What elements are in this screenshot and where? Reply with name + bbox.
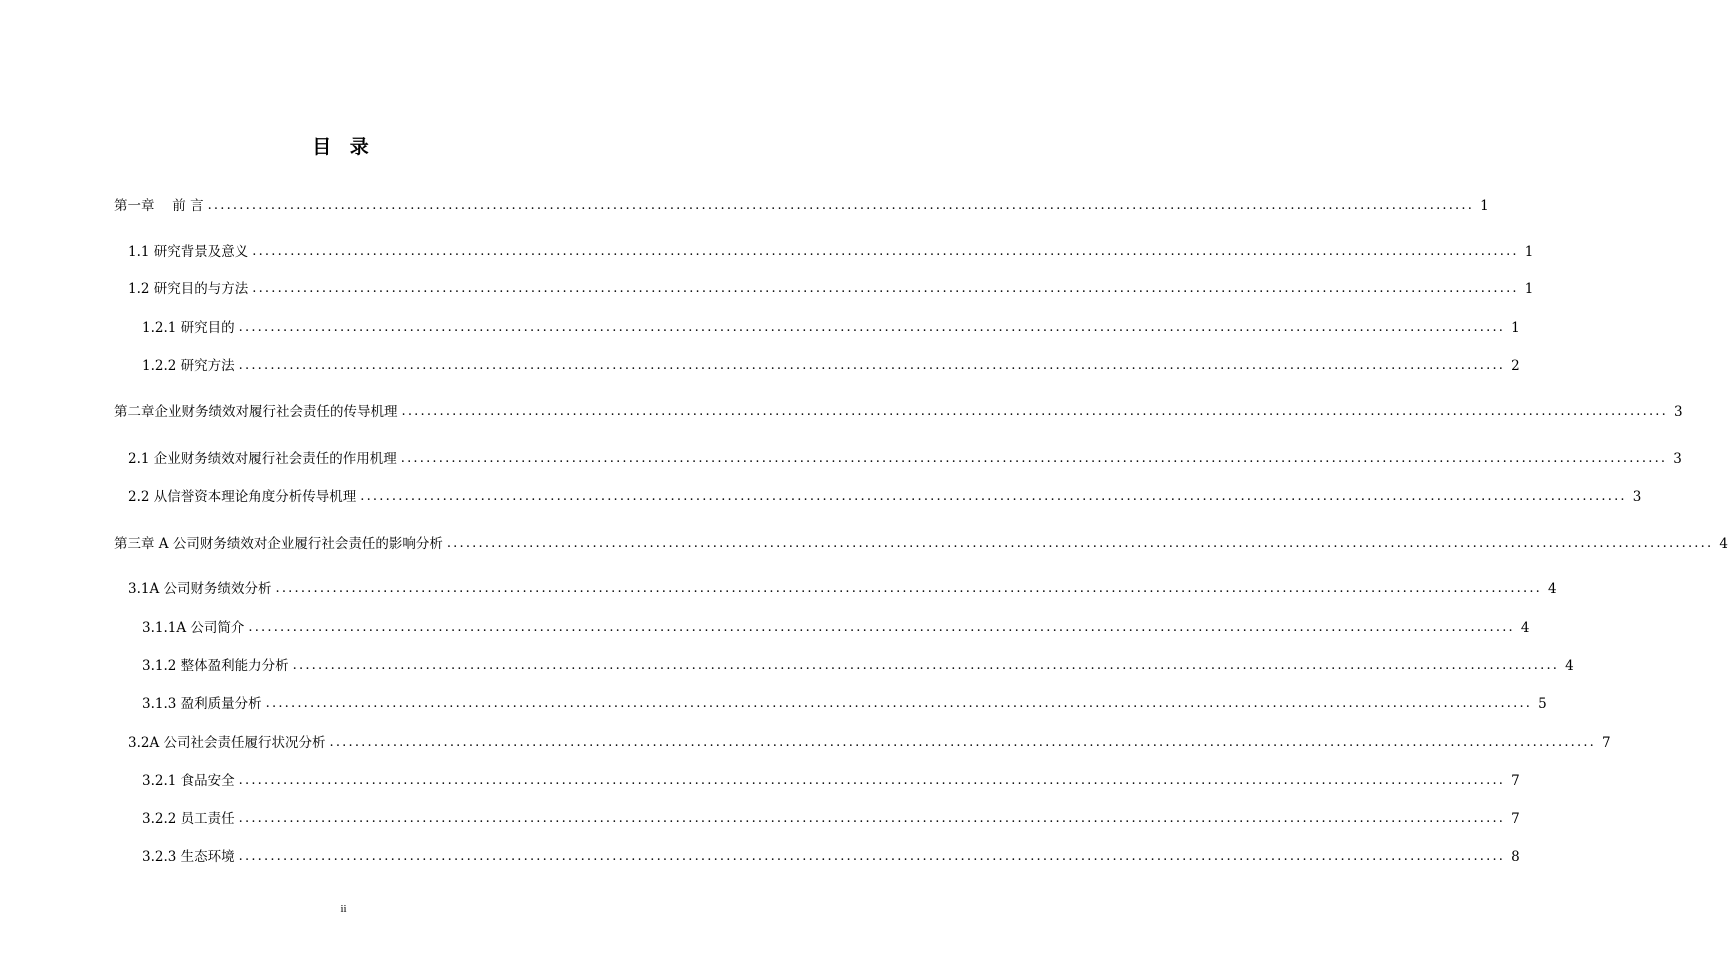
toc-leader-dots: ........................................................................................................................................................................................................ (265, 696, 1533, 711)
toc-leader-dots: ........................................................................................................................................................................................................ (446, 536, 1714, 551)
toc-entry[interactable] (0, 277, 1534, 297)
toc-entry-label: 3.1.1A 公司简介 (142, 620, 245, 636)
toc-entry-label: 第三章 A 公司财务绩效对企业履行社会责任的影响分析 (114, 536, 443, 552)
toc-entry-label: 3.2.3 生态环境 (142, 849, 235, 865)
toc-entry[interactable] (0, 616, 1530, 636)
toc-entry[interactable] (0, 354, 1520, 374)
toc-entry-page: 7 (1601, 735, 1611, 751)
toc-entry-label: 3.1.2 整体盈利能力分析 (142, 658, 289, 674)
toc-entry[interactable] (0, 845, 1520, 865)
toc-entry-page: 4 (1547, 581, 1557, 597)
toc-leader-dots: ........................................................................................................................................................................................................ (275, 581, 1542, 596)
toc-entry-page: 4 (1719, 536, 1728, 552)
toc-leader-dots: ........................................................................................................................................................................................................ (248, 620, 1515, 635)
toc-entry[interactable] (0, 731, 1611, 751)
toc-entry[interactable] (0, 654, 1574, 674)
page-number: ii (340, 903, 347, 915)
toc-leader-dots: ........................................................................................................................................................................................................ (252, 244, 1519, 259)
toc-entry-page: 4 (1565, 658, 1574, 674)
toc-entry-label: 1.2.1 研究目的 (142, 320, 235, 336)
toc-leader-dots: ........................................................................................................................................................................................................ (238, 849, 1506, 864)
toc-entry-label: 3.2A 公司社会责任履行状况分析 (128, 735, 326, 751)
toc-entry[interactable] (0, 807, 1520, 827)
toc-leader-dots: ........................................................................................................................................................................................................ (401, 404, 1668, 419)
toc-entry-page: 7 (1511, 811, 1520, 827)
toc-entry-page: 1 (1524, 244, 1534, 260)
toc-entry-label: 1.2 研究目的与方法 (128, 281, 249, 297)
toc-entry-page: 7 (1511, 773, 1520, 789)
toc-entry-page: 2 (1511, 358, 1520, 374)
toc-leader-dots: ........................................................................................................................................................................................................ (400, 451, 1668, 466)
toc-entry[interactable] (0, 769, 1520, 789)
toc-leader-dots: ........................................................................................................................................................................................................ (329, 735, 1596, 750)
toc-entry-label: 第一章 前 言 (114, 198, 204, 214)
toc-entry[interactable] (0, 240, 1534, 260)
toc-entry-label: 2.2 从信誉资本理论角度分析传导机理 (128, 489, 357, 505)
toc-entry-label: 第二章企业财务绩效对履行社会责任的传导机理 (114, 404, 398, 420)
toc-entry[interactable] (0, 577, 1557, 597)
toc-entry-page: 1 (1511, 320, 1520, 336)
toc-entry-page: 4 (1520, 620, 1530, 636)
toc-entry[interactable] (0, 194, 1489, 214)
toc-entry-label: 3.1.3 盈利质量分析 (142, 696, 262, 712)
toc-entry[interactable] (0, 316, 1520, 336)
toc-entry[interactable] (0, 485, 1642, 505)
toc-entry[interactable] (0, 532, 1728, 552)
toc-entry-label: 1.1 研究背景及意义 (128, 244, 249, 260)
toc-leader-dots: ........................................................................................................................................................................................................ (238, 811, 1506, 826)
toc-entry-page: 5 (1538, 696, 1547, 712)
toc-entry[interactable] (0, 692, 1547, 712)
toc-leader-dots: ........................................................................................................................................................................................................ (292, 658, 1560, 673)
toc-entry-page: 1 (1524, 281, 1534, 297)
toc-entry-page: 3 (1673, 404, 1683, 420)
toc-entry-label: 2.1 企业财务绩效对履行社会责任的作用机理 (128, 451, 397, 467)
toc-leader-dots: ........................................................................................................................................................................................................ (238, 320, 1506, 335)
toc-leader-dots: ........................................................................................................................................................................................................ (238, 358, 1506, 373)
toc-entry[interactable] (0, 400, 1683, 420)
toc-entry-page: 8 (1511, 849, 1520, 865)
toc-leader-dots: ........................................................................................................................................................................................................ (360, 489, 1627, 504)
toc-entry-label: 1.2.2 研究方法 (142, 358, 235, 374)
toc-entry[interactable] (0, 447, 1682, 467)
toc-entry-page: 3 (1673, 451, 1682, 467)
toc-leader-dots: ........................................................................................................................................................................................................ (252, 281, 1519, 296)
page-title: 目 录 (312, 136, 375, 158)
toc-leader-dots: ........................................................................................................................................................................................................ (238, 773, 1506, 788)
toc-entry-label: 3.2.1 食品安全 (142, 773, 235, 789)
toc-entry-page: 1 (1480, 198, 1489, 214)
toc-entry-page: 3 (1632, 489, 1642, 505)
toc-entry-label: 3.2.2 员工责任 (142, 811, 235, 827)
toc-entry-label: 3.1A 公司财务绩效分析 (128, 581, 272, 597)
toc-leader-dots: ........................................................................................................................................................................................................ (207, 198, 1475, 213)
